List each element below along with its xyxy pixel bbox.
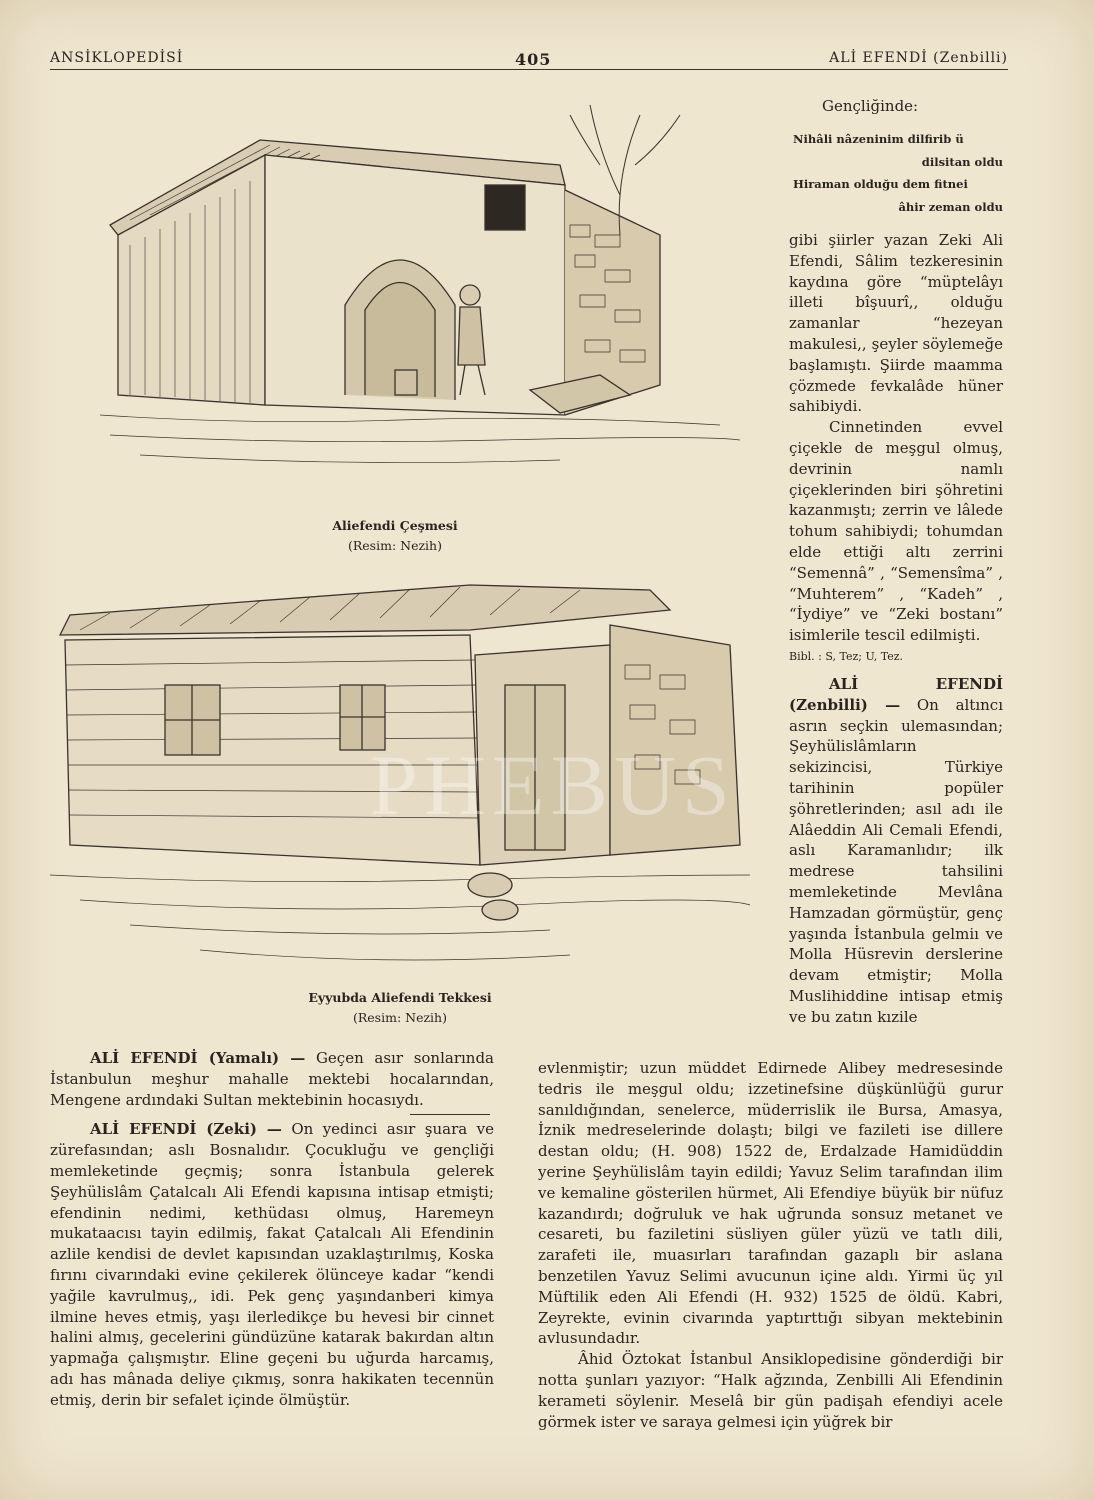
zeki-entry — [50, 1119, 494, 1410]
zenbilli-entry — [789, 674, 1003, 1028]
figure2-caption — [240, 988, 560, 1028]
entry-separator — [410, 1114, 490, 1115]
yamali-heading: ALİ EFENDİ (Yamalı) — — [90, 1049, 306, 1067]
page-number: 405 — [515, 50, 552, 69]
right-column — [789, 230, 1003, 1027]
zeki-text: On yedinci asır şuara ve zürefasından; aslı Bosnalıdır. Çocukluğu ve gençliği memleketinde geçmiş; sonra İstanbula gelerek Şeyhülislâm Çatalcalı Ali Efendi kapısına intisap etmişti; efendinin nedimi, kethüdası olmuş, Haremeyn mukataacısı tayin edilmiş, fakat Çatalcalı Ali Efendinin azlile kendisi de devlet kapısından uzaklaştırılmış, Koska fırını civarındaki evine çekilerek ölünceye kadar “kendi yağile kavrulmuş,, idi. Pek genç yaşındanberi kimya ilmine heves etmiş, yaşı ilerledikçe bu hevesi bir cinnet halini almış, gecelerini gündüzüne katarak bakırdan altın yapmağa çalışmıştır. Eline geçeni bu uğurda harcamış, adı has mânada deliye çıkmış, sonra hakikaten tecennün etmiş, derin bir sefalet içinde ölmüştür. — [50, 1120, 494, 1409]
zenbilli-continuation: evlenmiştir; uzun müddet Edirnede Alibey medresesinde tedris ile meşgul oldu; izzetinefsine düşkünlüğü gurur sanıldığından, senelerce, müderrislik ile Bursa, Amasya, İznik medreselerinde dolaştı; bilgi ve fazileti ise dillere destan oldu; (H. 908) 1522 de, Erdalzade Hamidüddin yerine Şeyhülislâm tayin edildi; Yavuz Selim tarafından ilim ve kemaline gösterilen hürmet, Ali Efendiye büyük bir nüfuz kazandırdı; doğruluk ve hak uğrunda sonsuz metanet ve cesareti, bu faziletini süsliyen güler yüzü ve tatlı dili, zarafeti ile, muasırları tarafından gazaplı bir aslana benzetilen Yavuz Selimi avucunun içine aldı. Yirmi üç yıl Müftilik eden Ali Efendi (H. 932) 1525 de öldü. Kabri, Zeyrekte, evinin civarında yaptırttığı sibyan mektebinin avlusundadır. — [538, 1059, 1003, 1348]
left-column — [50, 1048, 494, 1411]
figure1-caption — [275, 516, 515, 556]
poem-line: Nihâli nâzeninim dilfirib ü — [793, 132, 964, 146]
zeki-continuation: gibi şiirler yazan Zeki Ali Efendi, Sâlim tezkeresinin kaydına göre “müptelâyı illeti bîşuurî,, olduğu zamanlar “hezeyan makulesi,, şeyler söylemeğe başlamıştı. Şiirde maamma çözmede fevkalâde hüner sahibiydi. — [789, 231, 1003, 416]
right-bottom-column — [538, 1058, 1003, 1432]
zenbilli-text: On altıncı asrın seçkin ulemasından; Şeyhülislâmların sekizincisi, Türkiye tarihinin popüler şöhretlerinden; asıl adı ile Alâeddin Ali Cemali Efendi, aslı Karamanlıdır; ilk medrese tahsilini memleketinde Mevlâna Hamzadan görmüştür, genç yaşında İstanbula gelmiı ve Molla Hüsrevin derslerine devam etmiştir; Molla Muslihiddine intisap etmiş ve bu zatın kızile — [789, 695, 1003, 1026]
poem-line: dilsitan oldu — [921, 154, 1003, 169]
zenbilli-heading: ALİ EFENDİ (Zenbilli) — — [789, 674, 1003, 714]
figure1-credit: (Resim: Nezih) — [348, 538, 442, 553]
zeki-heading: ALİ EFENDİ (Zeki) — — [90, 1120, 282, 1139]
yamali-entry — [50, 1048, 494, 1110]
header-left: ANSİKLOPEDİSİ — [50, 50, 184, 66]
fountain-illustration — [100, 95, 765, 510]
poem — [793, 128, 1003, 218]
watermark: PHEBUS — [370, 737, 736, 833]
poem-line: Hiraman olduğu dem fitnei — [793, 177, 968, 191]
oztokat-paragraph: Âhid Öztokat İstanbul Ansiklopedisine gönderdiği bir notta şunları yazıyor: “Halk ağzında, Zenbilli Ali Efendinin kerameti söylenir. Meselâ bir gün padişah efendiyi acele görmek ister ve saraya gelmesi için yüğrek bir — [538, 1350, 1003, 1431]
flowers-paragraph: Cinnetinden evvel çiçekle de meşgul olmuş, devrinin namlı çiçeklerinden biri şöhretini kazanmıştı; zerrin ve lâlede tohum sahibiydi; tohumdan elde ettiği altı zerrini “Semennâ” , “Semensîma” , “Muhterem” , “Kadeh” , “İydiye” ve “Zeki bostanı” isimlerile tescil edilmişti. — [789, 418, 1003, 645]
figure1-title: Aliefendi Çeşmesi — [332, 518, 458, 533]
header-rule — [50, 69, 1008, 70]
poem-title: Gençliğinde: — [822, 97, 919, 115]
figure2-credit: (Resim: Nezih) — [353, 1010, 447, 1025]
poem-line: âhir zeman oldu — [898, 199, 1003, 214]
bibliography: Bibl. : S, Tez; U, Tez. — [789, 649, 904, 663]
tekke-illustration — [50, 575, 770, 985]
running-header — [50, 50, 1008, 76]
figure2-title: Eyyubda Aliefendi Tekkesi — [308, 990, 492, 1005]
yamali-text: Geçen asır sonlarında İstanbulun meşhur mahalle mektebi hocalarından, Mengene ardındaki Sultan mektebinin hocasıydı. — [50, 1049, 494, 1109]
header-right: ALİ EFENDİ (Zenbilli) — [829, 50, 1008, 66]
